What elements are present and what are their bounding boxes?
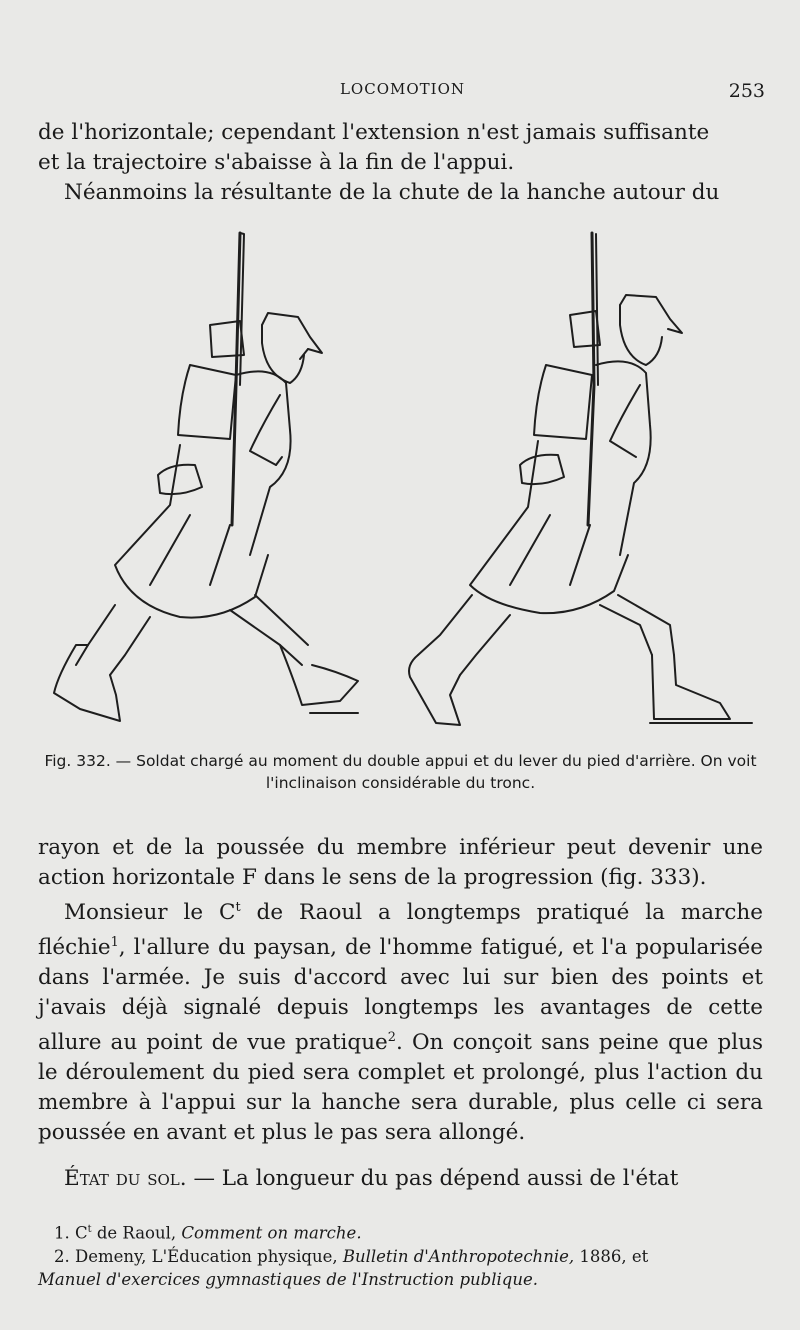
figure-soldiers-marching bbox=[40, 225, 760, 735]
text-run: de Raoul a longtemps pratiqué la marche fléchie bbox=[38, 900, 763, 961]
paragraph: rayon et de la poussée du membre inférieur peut devenir une action horizontale F dans le sens de la progression (fig. 333). bbox=[38, 835, 763, 890]
top-text bbox=[38, 118, 763, 208]
italic-title: Comment on marche. bbox=[181, 1223, 362, 1243]
body-text bbox=[38, 833, 763, 1194]
text-run: 1886, et bbox=[574, 1246, 649, 1266]
text-run: 1. C bbox=[54, 1223, 88, 1243]
text-run: — La longueur du pas dépend aussi de l'état bbox=[186, 1166, 679, 1192]
superscript: t bbox=[235, 900, 241, 915]
text-run: 2. Demeny, L'Éducation physique, bbox=[54, 1246, 343, 1266]
page-number: 253 bbox=[728, 80, 765, 102]
text-line: Néanmoins la résultante de la chute de la hanche autour du bbox=[64, 180, 720, 205]
section-heading: État du sol. bbox=[64, 1166, 187, 1192]
text-run: , l'allure du paysan, de l'homme fatigué, et l'a popularisée dans l'armée. Je suis d'accord avec lui sur bien des points et j'avais déjà signalé depuis longtemps les avantages de cette allure au point de vue pratique bbox=[38, 935, 763, 1056]
paragraph bbox=[38, 893, 763, 1148]
soldier-figure-left bbox=[54, 233, 358, 721]
text-run: . On conçoit sans peine que plus le déroulement du pied sera complet et prolongé, plus l'action du membre à l'appui sur la hanche sera durable, plus celle ci sera poussée en avant et plus le pas sera allongé. bbox=[38, 1030, 763, 1146]
paragraph bbox=[38, 1164, 763, 1194]
footnote-ref: 2 bbox=[387, 1030, 396, 1046]
footnote-2-continuation bbox=[38, 1268, 763, 1291]
soldier-figure-right bbox=[409, 233, 752, 725]
italic-title: Bulletin d'Anthropotechnie, bbox=[342, 1246, 575, 1266]
superscript: t bbox=[87, 1224, 92, 1235]
footnote-1 bbox=[38, 1218, 763, 1245]
text-run: de Raoul, bbox=[91, 1223, 182, 1243]
figure-caption: Fig. 332. — Soldat chargé au moment du double appui et du lever du pied d'arrière. On voit l'inclinaison considérable du tronc. bbox=[44, 752, 757, 792]
footnote-2 bbox=[38, 1245, 763, 1268]
text-run: Monsieur le C bbox=[64, 900, 236, 926]
footnotes bbox=[38, 1218, 763, 1291]
footnote-ref: 1 bbox=[110, 935, 119, 951]
page-header bbox=[40, 80, 765, 104]
soldiers-illustration bbox=[40, 225, 760, 735]
text-line: de l'horizontale; cependant l'extension n'est jamais suffisante bbox=[38, 120, 710, 145]
italic-title: Manuel d'exercices gymnastiques de l'Instruction publique. bbox=[38, 1269, 538, 1289]
text-line: et la trajectoire s'abaisse à la fin de l'appui. bbox=[38, 150, 515, 175]
running-head: LOCOMOTION bbox=[339, 80, 466, 98]
